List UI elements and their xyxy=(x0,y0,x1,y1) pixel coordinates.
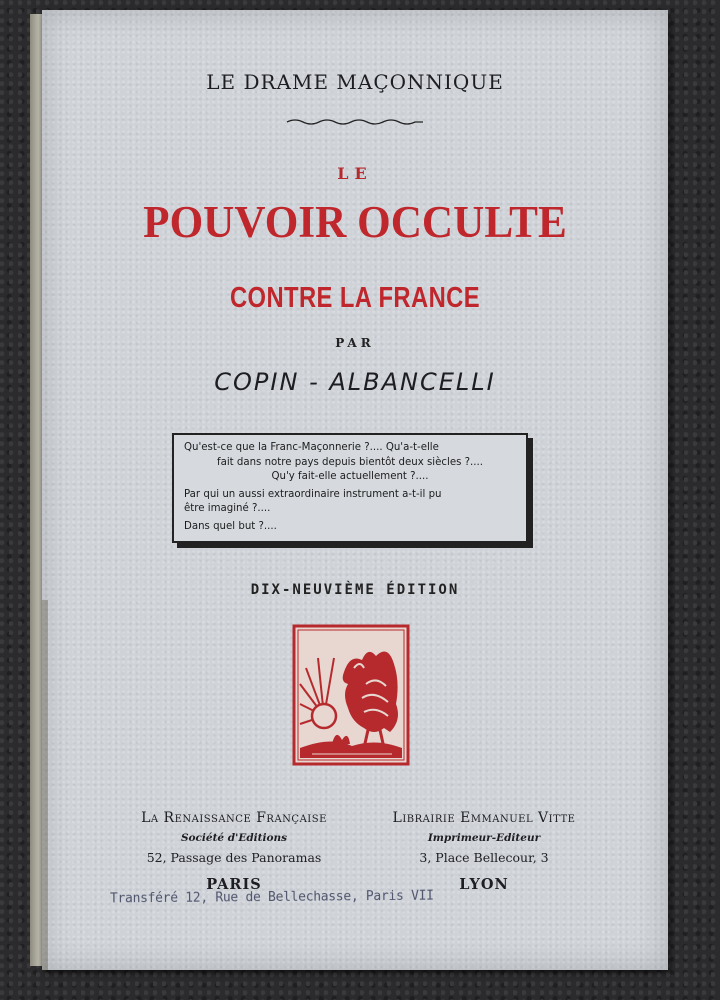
book-subtitle: CONTRE LA FRANCE xyxy=(229,282,481,314)
publisher-left xyxy=(124,810,344,893)
publisher-address: 52, Passage des Panoramas xyxy=(146,850,322,865)
publisher-role: Imprimeur-Editeur xyxy=(427,832,541,844)
edition-label: DIX-NEUVIÈME ÉDITION xyxy=(250,582,460,598)
question-line: fait dans notre pays depuis bientôt deux siècles ?.... xyxy=(216,456,484,468)
rooster-sunrise-emblem-icon xyxy=(292,624,410,766)
title-article: LE xyxy=(337,164,373,183)
book-cover xyxy=(42,10,668,970)
author-name: COPIN - ALBANCELLI xyxy=(214,368,496,396)
questions-box xyxy=(172,433,528,543)
publisher-right xyxy=(374,810,594,893)
publisher-city: LYON xyxy=(459,876,509,893)
book-title: POUVOIR OCCULTE xyxy=(143,197,567,247)
question-line: Par qui un aussi extraordinaire instrument a-t-il pu xyxy=(184,488,442,500)
question-line: Dans quel but ?.... xyxy=(184,520,277,532)
cover-wear-edge xyxy=(42,600,48,970)
ink-stamp: Transféré 12, Rue de Bellechasse, Paris VII xyxy=(109,888,434,907)
question-line: Qu'y fait-elle actuellement ?.... xyxy=(271,471,429,482)
series-title: LE DRAME MAÇONNIQUE xyxy=(206,70,504,94)
question-line: être imaginé ?.... xyxy=(184,503,271,514)
publisher-name: La Renaissance Française xyxy=(141,810,327,826)
question-line: Qu'est-ce que la Franc-Maçonnerie ?.... Qu'a-t-elle xyxy=(184,442,439,453)
by-label: PAR xyxy=(335,336,375,350)
publisher-address: 3, Place Bellecour, 3 xyxy=(419,850,549,865)
publisher-role: Société d'Editions xyxy=(180,832,288,844)
ornamental-flourish-icon xyxy=(42,112,668,131)
publisher-city: PARIS xyxy=(206,876,262,893)
publisher-name: Librairie Emmanuel Vitte xyxy=(392,810,576,826)
